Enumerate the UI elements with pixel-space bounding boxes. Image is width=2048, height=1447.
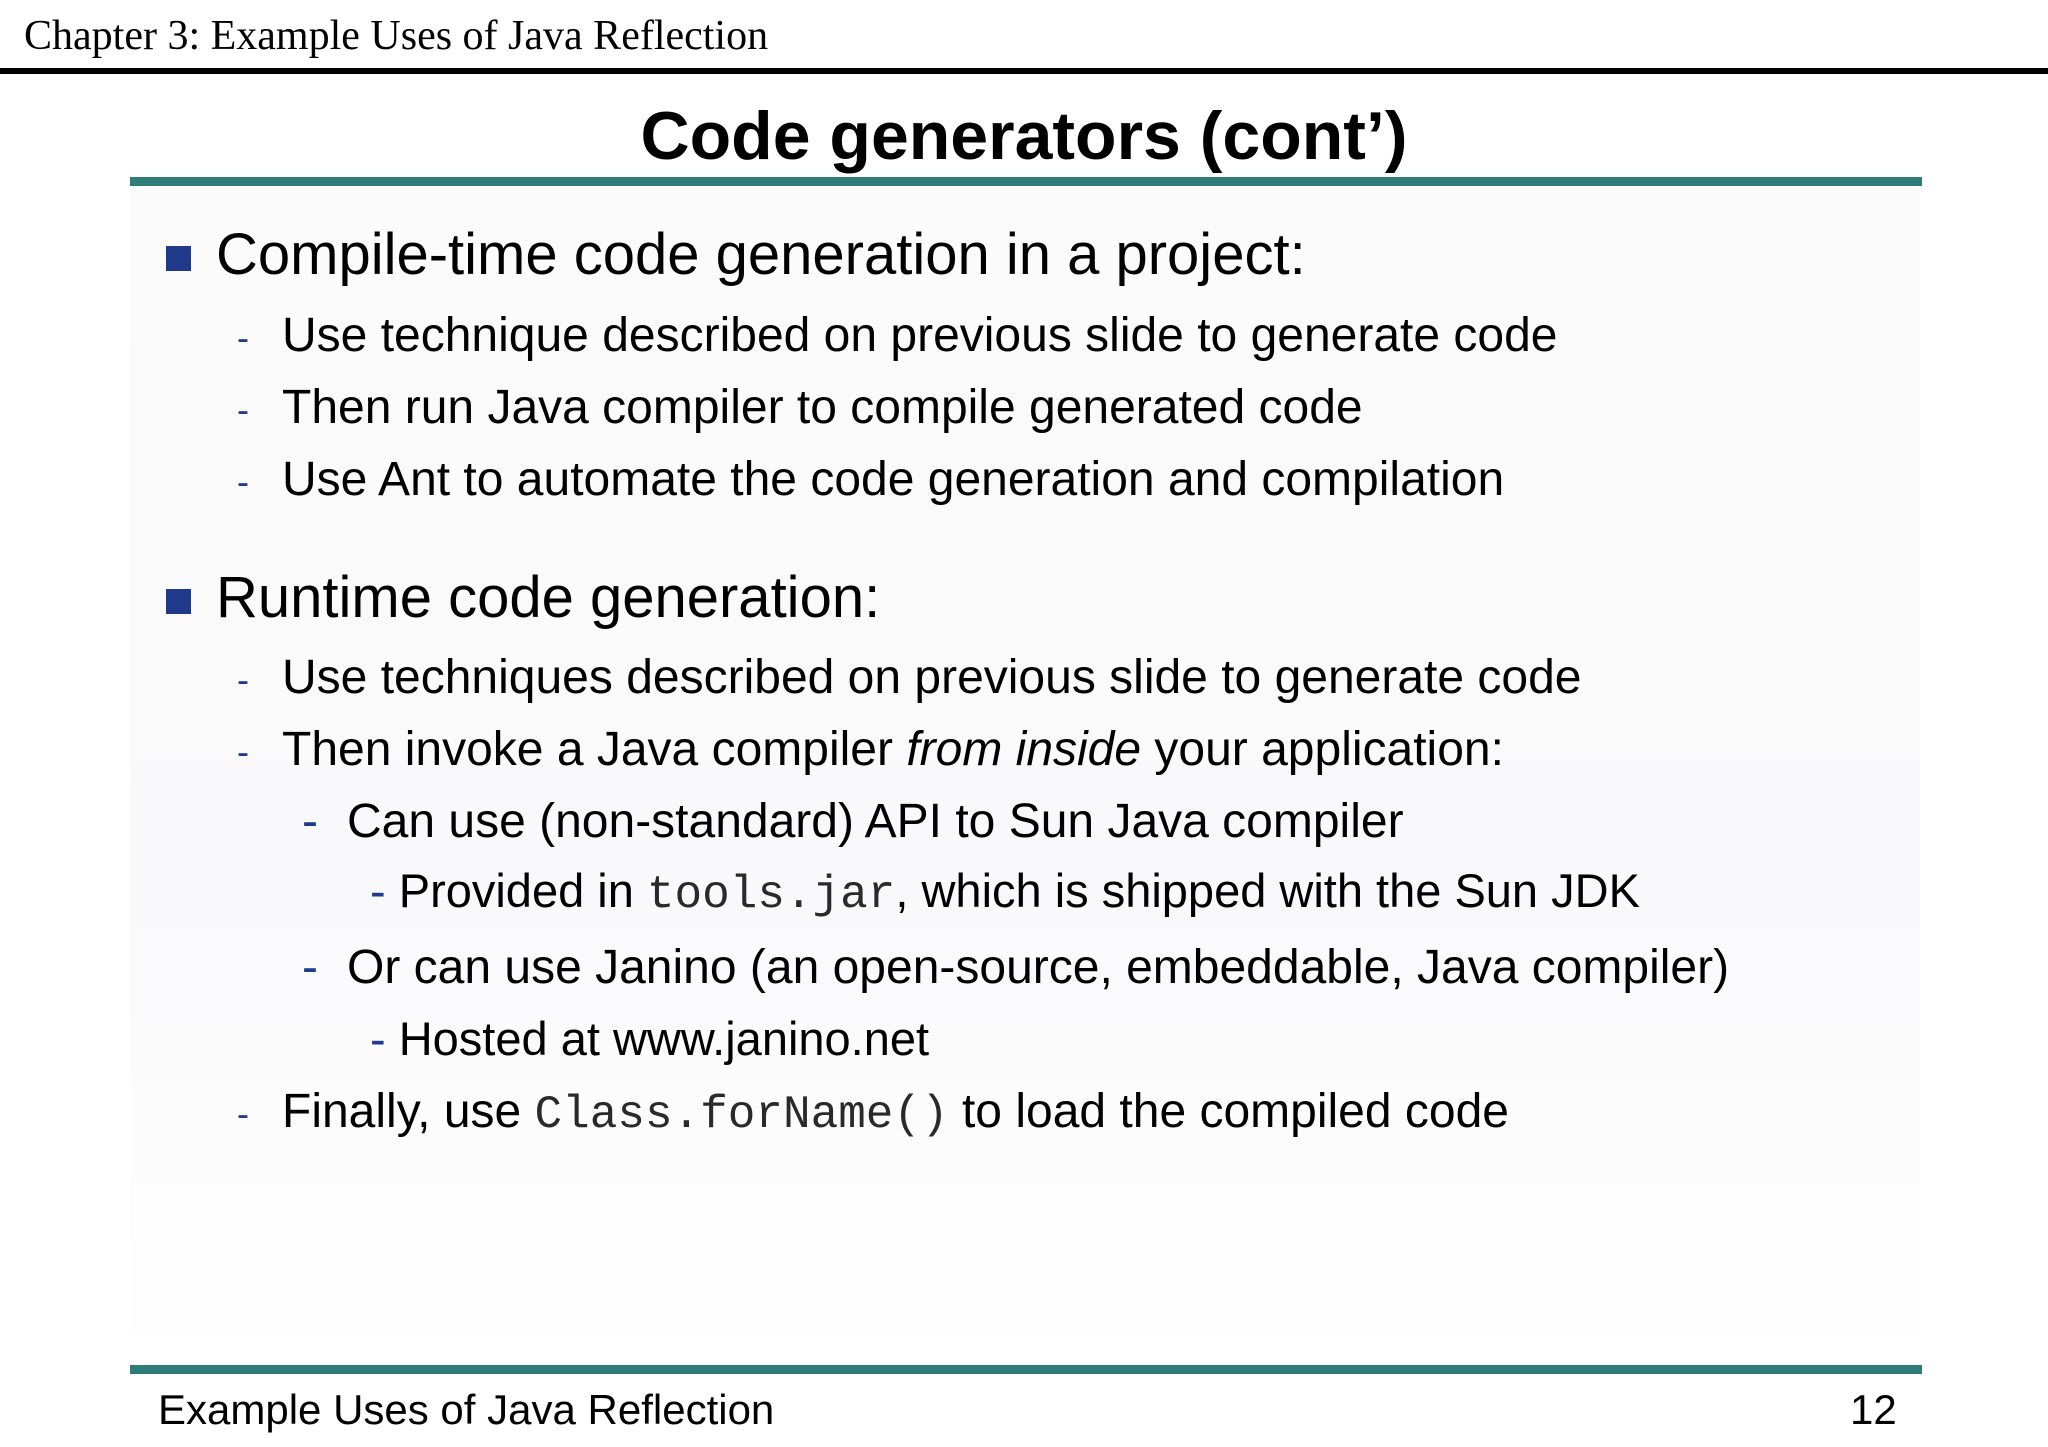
item-text: to load the compiled code (948, 1085, 1509, 1138)
detail-text: Hosted at www.janino.net (398, 1012, 930, 1065)
header-rule (0, 68, 2048, 74)
sub-dash-icon: - (302, 795, 318, 848)
section2-item-3 (282, 1082, 1509, 1145)
dash-bullet-icon: - (237, 1093, 249, 1134)
footer-label: Example Uses of Java Reflection (158, 1386, 775, 1433)
section2-heading: Runtime code generation: (216, 565, 881, 630)
detail-text: Provided in (398, 864, 647, 917)
footer-rule (130, 1365, 1922, 1374)
section2-sub-2: Or can use Janino (an open-source, embeddable, Java compiler) (347, 941, 1730, 994)
section1-item-1: Use technique described on previous slide to generate code (282, 309, 1558, 362)
title-underline (130, 177, 1922, 186)
section2-sub-2-detail (370, 1010, 929, 1068)
sub-dash-icon: - (302, 941, 318, 994)
section1-item-3: Use Ant to automate the code generation and compilation (282, 453, 1505, 506)
section2-item-1: Use techniques described on previous slide to generate code (282, 651, 1582, 704)
section2-sub-1: Can use (non-standard) API to Sun Java compiler (347, 795, 1404, 848)
item-text: Finally, use (282, 1085, 535, 1138)
dash-bullet-icon: - (237, 461, 249, 502)
chapter-header: Chapter 3: Example Uses of Java Reflection (24, 13, 769, 59)
dash-bullet-icon: - (237, 731, 249, 772)
dash-bullet-icon: - (237, 659, 249, 700)
page-number: 12 (1850, 1386, 1897, 1433)
dash-bullet-icon: - (237, 317, 249, 358)
code-tools-jar: tools.jar (646, 869, 896, 921)
code-class-forname: Class.forName() (534, 1089, 949, 1141)
emphasis-text: from inside (906, 723, 1142, 776)
sub-dash-icon: - (370, 1012, 386, 1065)
dash-bullet-icon: - (237, 389, 249, 430)
slide-title: Code generators (cont’) (640, 98, 1408, 174)
square-bullet-icon (166, 589, 191, 614)
section2-item-2 (282, 720, 1504, 780)
section1-heading: Compile-time code generation in a project: (216, 222, 1306, 287)
item-text: Then invoke a Java compiler (282, 723, 907, 776)
section1-item-2: Then run Java compiler to compile generated code (282, 381, 1363, 434)
item-text: your application: (1141, 723, 1504, 776)
detail-text: , which is shipped with the Sun JDK (895, 864, 1640, 917)
sub-dash-icon: - (370, 864, 386, 917)
square-bullet-icon (166, 246, 191, 271)
section2-sub-1-detail (370, 862, 1640, 924)
